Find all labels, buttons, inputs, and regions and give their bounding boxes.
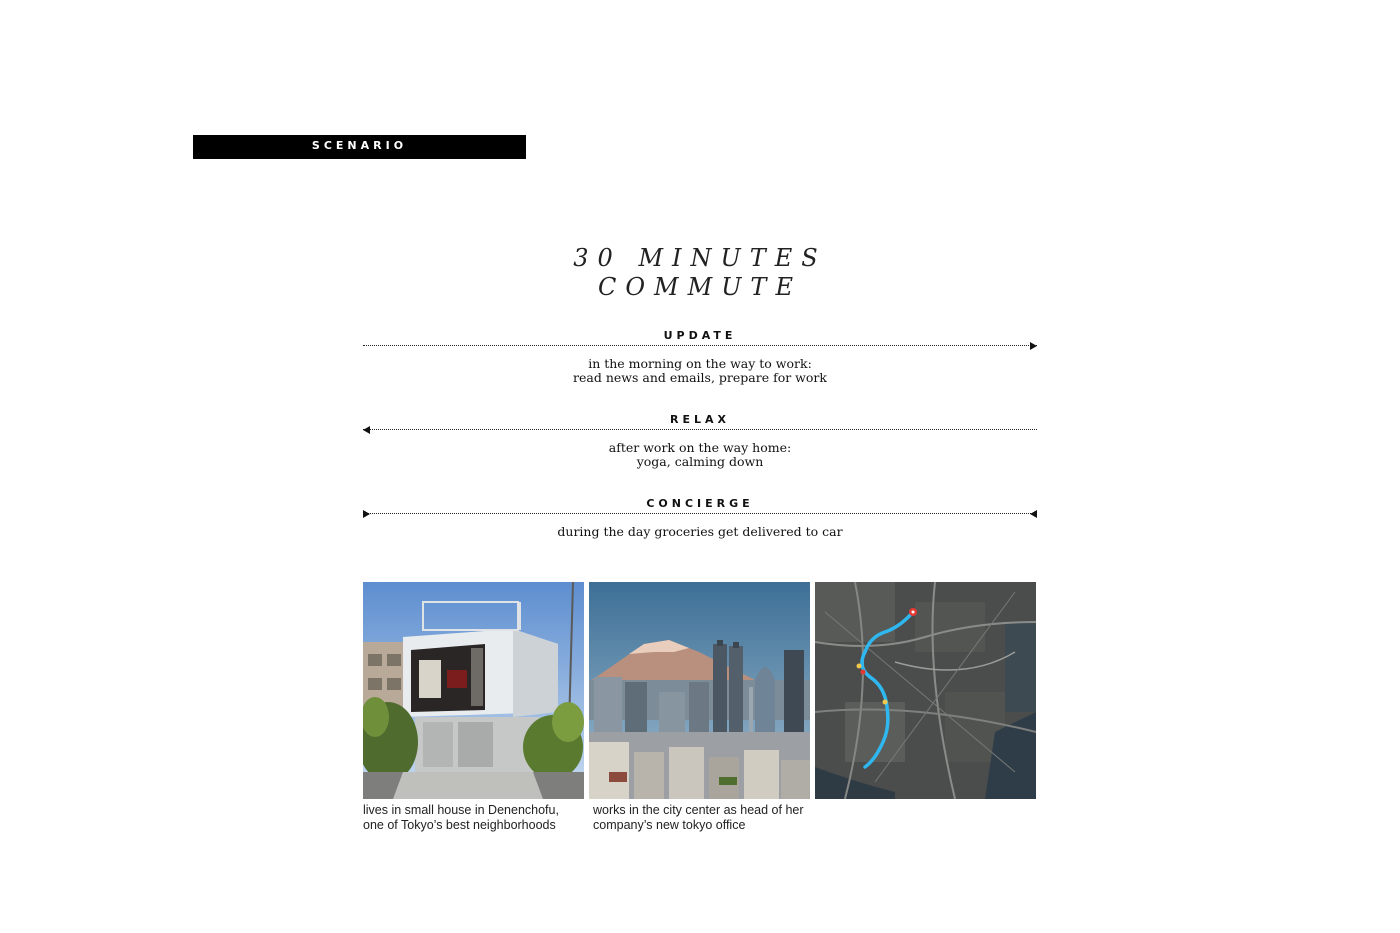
route-map [815, 582, 1036, 799]
skyline-photo [589, 582, 810, 799]
update-line-1: in the morning on the way to work: [588, 356, 812, 371]
house-caption-line-1: lives in small house in Denenchofu, [363, 803, 559, 817]
page-title [400, 244, 1000, 302]
concierge-heading: CONCIERGE [646, 497, 754, 510]
concierge-arrow [363, 509, 1037, 519]
concierge-description [363, 525, 1037, 539]
title-line-2: COMMUTE [598, 273, 802, 301]
house-caption-line-2: one of Tokyo’s best neighborhoods [363, 817, 556, 832]
relax-line-1: after work on the way home: [608, 440, 792, 455]
concierge-line-1: during the day groceries get delivered to car [557, 524, 843, 539]
title-line-1: 30 MINUTES [573, 244, 827, 272]
relax-line-2: yoga, calming down [636, 454, 764, 469]
update-line-2: read news and emails, prepare for work [573, 370, 827, 385]
house-photo [363, 582, 584, 799]
relax-description [363, 441, 1037, 469]
arrow-left-icon [1030, 510, 1037, 518]
relax-heading: RELAX [670, 413, 730, 426]
section-label-bar [193, 135, 526, 159]
house-caption [363, 803, 559, 832]
update-heading: UPDATE [663, 329, 737, 342]
update-description [363, 357, 1037, 385]
update-arrow [363, 341, 1037, 351]
arrow-right-icon [1030, 342, 1037, 350]
skyline-caption [593, 803, 804, 832]
section-label: SCENARIO [311, 139, 408, 152]
skyline-caption-line-1: works in the city center as head of her [593, 803, 804, 817]
arrow-right-icon [363, 510, 370, 518]
relax-arrow [363, 425, 1037, 435]
skyline-caption-line-2: company’s new tokyo office [593, 817, 746, 832]
arrow-left-icon [363, 426, 370, 434]
